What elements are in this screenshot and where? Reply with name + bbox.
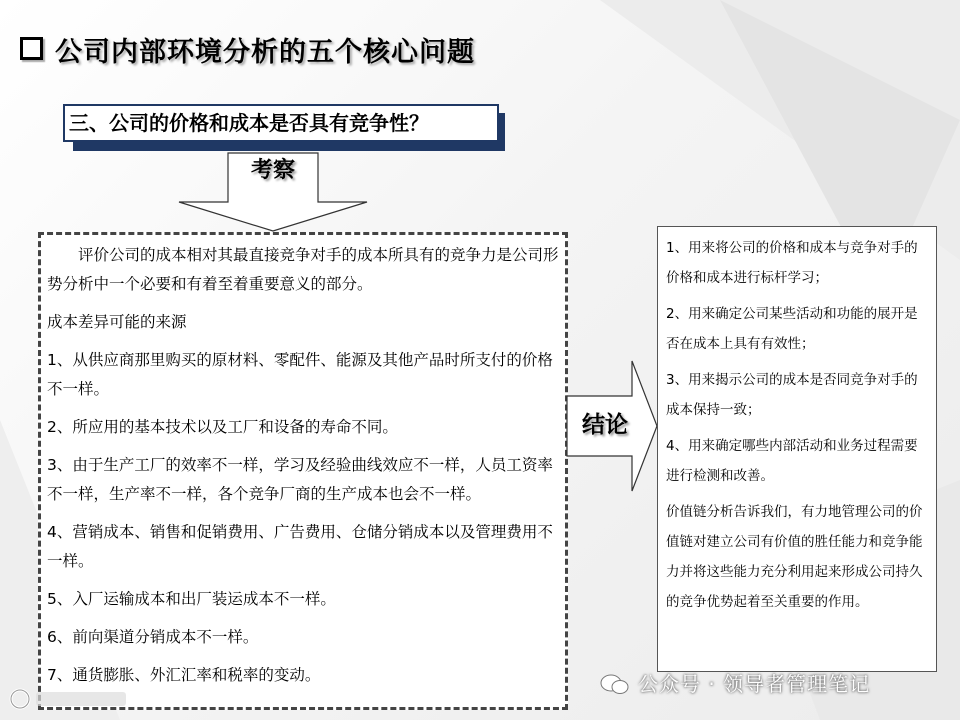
down-arrow-label: 考察 xyxy=(250,158,295,183)
cost-analysis-panel xyxy=(38,232,568,710)
logo-mark xyxy=(6,684,136,714)
list-item: 3、用来揭示公司的成本是否同竞争对手的成本保持一致； xyxy=(666,372,918,418)
summary-paragraph: 价值链分析告诉我们，有力地管理公司的价值链对建立公司有价值的胜任能力和竞争能力并将这些能力充分利用起来形成公司持久的竞争优势起着至关重要的作用。 xyxy=(666,504,923,610)
question-box: 三、公司的价格和成本是否具有竞争性？ xyxy=(63,104,499,142)
page-title xyxy=(20,30,475,69)
list-item: 2、所应用的基本技术以及工厂和设备的寿命不同。 xyxy=(47,418,398,436)
list-item: 4、用来确定哪些内部活动和业务过程需要进行检测和改善。 xyxy=(666,438,918,484)
checkbox-bullet-icon xyxy=(20,37,43,60)
list-item: 1、用来将公司的价格和成本与竞争对手的价格和成本进行标杆学习； xyxy=(666,240,918,286)
watermark xyxy=(600,668,870,697)
list-item: 7、通货膨胀、外汇汇率和税率的变动。 xyxy=(47,666,321,684)
intro-paragraph: 评价公司的成本相对其最直接竞争对手的成本所具有的竞争力是公司形势分析中一个必要和有着至着重要意义的部分。 xyxy=(47,246,559,293)
section-heading: 成本差异可能的来源 xyxy=(47,313,187,331)
list-item: 2、用来确定公司某些活动和功能的展开是否在成本上具有有效性； xyxy=(666,306,918,352)
list-item: 6、前向渠道分销成本不一样。 xyxy=(47,628,259,646)
page-title-text: 公司内部环境分析的五个核心问题 xyxy=(55,37,475,68)
wechat-icon xyxy=(600,673,630,695)
watermark-text: 公众号 · 领导者管理笔记 xyxy=(638,672,871,696)
list-item: 4、营销成本、销售和促销费用、广告费用、仓储分销成本以及管理费用不一样。 xyxy=(47,523,553,570)
right-arrow-label: 结论 xyxy=(582,412,628,438)
list-item: 5、入厂运输成本和出厂装运成本不一样。 xyxy=(47,590,336,608)
list-item: 3、由于生产工厂的效率不一样，学习及经验曲线效应不一样，人员工资率不一样，生产率不一样，各个竞争厂商的生产成本也会不一样。 xyxy=(47,456,553,503)
conclusion-panel xyxy=(657,226,937,672)
list-item: 1、从供应商那里购买的原材料、零配件、能源及其他产品时所支付的价格不一样。 xyxy=(47,351,553,398)
